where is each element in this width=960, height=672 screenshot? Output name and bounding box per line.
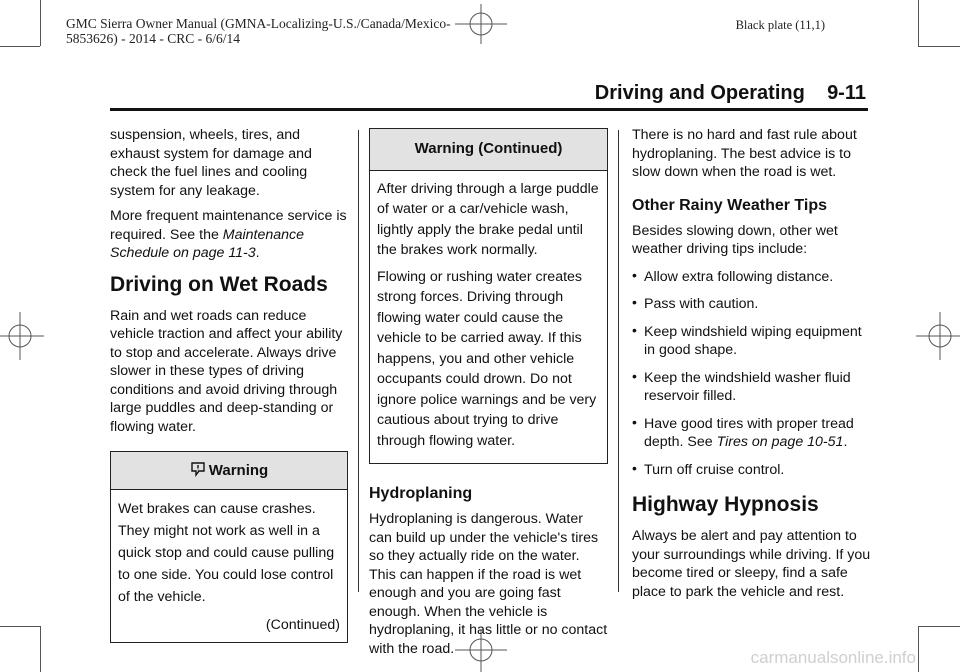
column-divider — [618, 130, 619, 592]
running-head — [595, 82, 866, 105]
registration-mark-right — [916, 312, 960, 360]
cross-reference-link[interactable]: Maintenance Schedule on page 11-3 — [110, 226, 305, 261]
header-title-line2: 5853626) - 2014 - CRC - 6/6/14 — [66, 31, 240, 46]
list-item-text: . — [843, 434, 848, 450]
subsection-heading: Other Rainy Weather Tips — [632, 196, 828, 214]
paragraph: Besides slowing down, other wet weather driving tips include: — [632, 222, 838, 257]
paragraph-text: . — [255, 245, 260, 261]
list-item: • Pass with caution. — [632, 295, 872, 314]
watermark: carmanualsonline.info — [750, 648, 916, 667]
crop-mark — [0, 46, 40, 47]
warning-box — [110, 451, 348, 643]
paragraph: Hydroplaning is dangerous. Water can build up under the vehicle's tires so they actually ride on the water. This can happen if the road is wet enough and you are going fast enough. When the vehicle is hydroplaning, it has little or no contact with the road. — [369, 511, 608, 657]
crop-mark — [918, 0, 919, 46]
paragraph — [110, 207, 348, 263]
crop-mark — [918, 626, 919, 672]
warning-text: Flowing or rushing water creates strong forces. Driving through flowing water could cause the vehicle to be carried away. If this happens, you and other vehicle occupants could drown. Do not ignore police warnings and be very cautious about trying to drive through flowing water. — [377, 268, 597, 449]
list-item — [632, 415, 872, 452]
column-2 — [369, 128, 608, 665]
paragraph: suspension, wheels, tires, and exhaust system for damage and check the fuel lines and cooling system for any leakage. — [110, 127, 312, 199]
warning-body — [111, 490, 347, 642]
list-item: • Allow extra following distance. — [632, 268, 872, 287]
column-divider — [358, 130, 359, 592]
list-item: • Keep windshield wiping equipment in good shape. — [632, 323, 872, 360]
crop-mark — [40, 0, 41, 46]
list-item-text: Have good tires with proper tread depth. See — [644, 415, 854, 450]
subsection-heading: Hydroplaning — [369, 485, 473, 502]
registration-mark-top — [455, 4, 507, 44]
paragraph: There is no hard and fast rule about hydroplaning. The best advice is to slow down when the road is wet. — [632, 127, 857, 180]
warning-icon — [190, 461, 206, 477]
list-item: • Turn off cruise control. — [632, 461, 872, 480]
warning-text: After driving through a large puddle of water or a car/vehicle wash, lightly apply the brake pedal until the brakes work normally. — [377, 180, 599, 258]
paragraph-text: More frequent maintenance service is required. See the — [110, 208, 347, 243]
crop-mark — [0, 626, 40, 627]
warning-body — [370, 171, 607, 464]
warning-box — [369, 128, 608, 464]
list-item: • Keep the windshield washer fluid reservoir filled. — [632, 369, 872, 406]
registration-mark-left — [0, 312, 44, 360]
section-title: Driving and Operating — [594, 82, 805, 104]
crop-mark — [918, 626, 960, 627]
header-title-line1: GMC Sierra Owner Manual (GMNA-Localizing-U.S./Canada/Mexico- — [66, 16, 451, 31]
tips-list — [632, 268, 872, 480]
warning-text: Wet brakes can cause crashes. They might not work as well in a quick stop and could cause pulling to one side. You could lose control of the vehicle. — [118, 500, 335, 605]
section-heading: Highway Hypnosis — [632, 493, 819, 516]
paragraph: Always be alert and pay attention to your surroundings while driving. If you become tired or sleepy, find a safe place to park the vehicle and rest. — [632, 528, 871, 600]
crop-mark — [918, 46, 960, 47]
column-1 — [110, 126, 348, 643]
section-heading: Driving on Wet Roads — [110, 272, 328, 296]
crop-mark — [40, 626, 41, 672]
header-rule — [110, 108, 868, 111]
continued-label: (Continued) — [265, 616, 340, 633]
cross-reference-link[interactable]: Tires on page 10-51 — [716, 434, 844, 450]
plate-label: Black plate (11,1) — [735, 18, 825, 32]
warning-title: Warning — [208, 462, 269, 479]
warning-header — [111, 452, 347, 490]
page-number: 9-11 — [827, 82, 866, 104]
paragraph: Rain and wet roads can reduce vehicle traction and affect your ability to stop and accelerate. Always drive slower in these types of driving conditions and avoid driving through large puddles and deep-standing or flowing water. — [110, 307, 343, 435]
warning-header: Warning (Continued) — [370, 129, 607, 171]
column-3 — [632, 126, 872, 608]
document-header — [66, 16, 451, 46]
